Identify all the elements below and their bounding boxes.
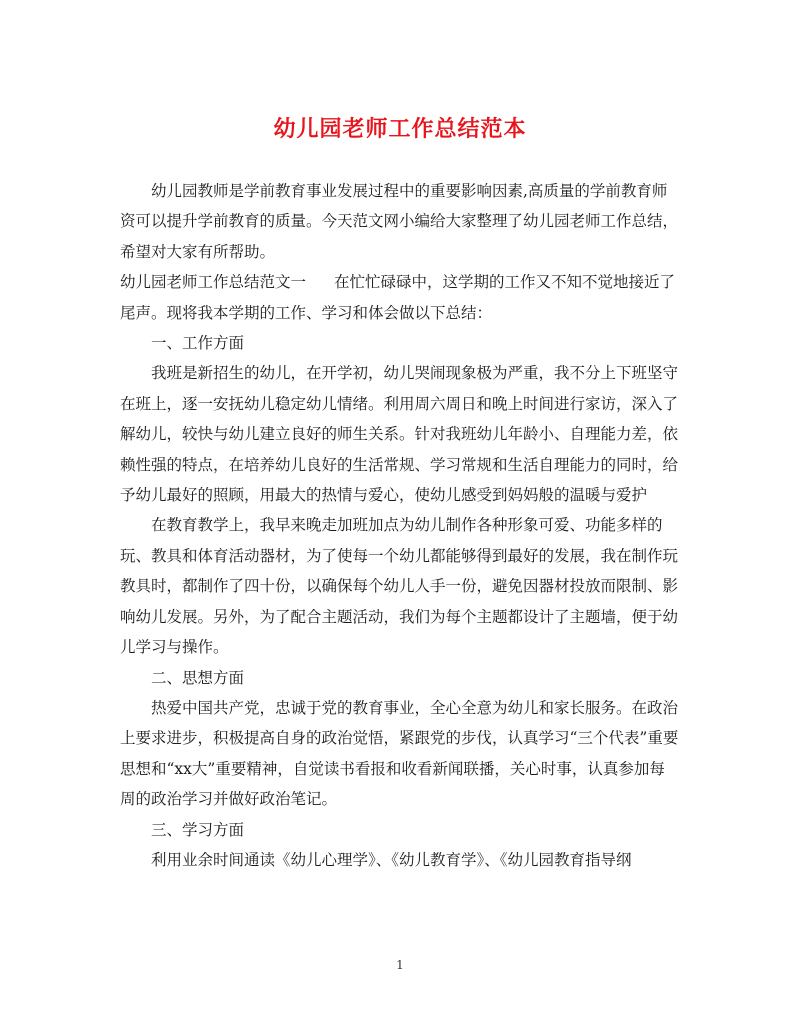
section-paragraph: 利用业余时间通读《幼儿心理学》、《幼儿教育学》、《幼儿园教育指导纲 <box>151 850 632 869</box>
sample-heading: 幼儿园老师工作总结范文一 <box>120 273 307 292</box>
page-number: 1 <box>396 958 404 972</box>
section-paragraph: 在教育教学上，我早来晚走加班加点为幼儿制作各种形象可爱、功能多样的玩、教具和体育活动器材，为了使每一个幼儿都能够得到最好的发展，我在制作玩教具时，都制作了四十份，以确保每个幼儿人手一份，避免因器材投放而限制、影响幼儿发展。另外，为了配合主题活动，我们为每个主题都设计了主题墙，便于幼儿学习与操作。 <box>120 516 679 657</box>
document-title: 幼儿园老师工作总结范本 <box>273 116 527 142</box>
section-heading: 二、思想方面 <box>151 668 245 687</box>
section-heading: 三、学习方面 <box>151 820 245 839</box>
section-heading: 一、工作方面 <box>151 334 245 353</box>
sample-opening: 在忙忙碌碌中，这学期的工作又不知不觉地接近了尾声。现将我本学期的工作、学习和体会做以下总结： <box>120 273 676 322</box>
section-paragraph: 我班是新招生的幼儿，在开学初，幼儿哭闹现象极为严重，我不分上下班坚守在班上，逐一安抚幼儿稳定幼儿情绪。利用周六周日和晚上时间进行家访，深入了解幼儿，较快与幼儿建立良好的师生关系。针对我班幼儿年龄小、自理能力差，依赖性强的特点，在培养幼儿良好的生活常规、学习常规和生活自理能力的同时，给予幼儿最好的照顾，用最大的热情与爱心，使幼儿感受到妈妈般的温暖与爱护 <box>120 364 679 505</box>
sample-paragraph <box>120 267 680 328</box>
document-body <box>120 176 680 875</box>
intro-paragraph: 幼儿园教师是学前教育事业发展过程中的重要影响因素,高质量的学前教育师资可以提升学前教育的质量。今天范文网小编给大家整理了幼儿园老师工作总结，希望对大家有所帮助。 <box>120 182 679 261</box>
section-paragraph: 热爱中国共产党，忠诚于党的教育事业，全心全意为幼儿和家长服务。在政治上要求进步，积极提高自身的政治觉悟，紧跟党的步伐，认真学习“三个代表”重要思想和“xx大”重要精神，自觉读书看报和收看新闻联播，关心时事，认真参加每周的政治学习并做好政治笔记。 <box>120 698 679 809</box>
